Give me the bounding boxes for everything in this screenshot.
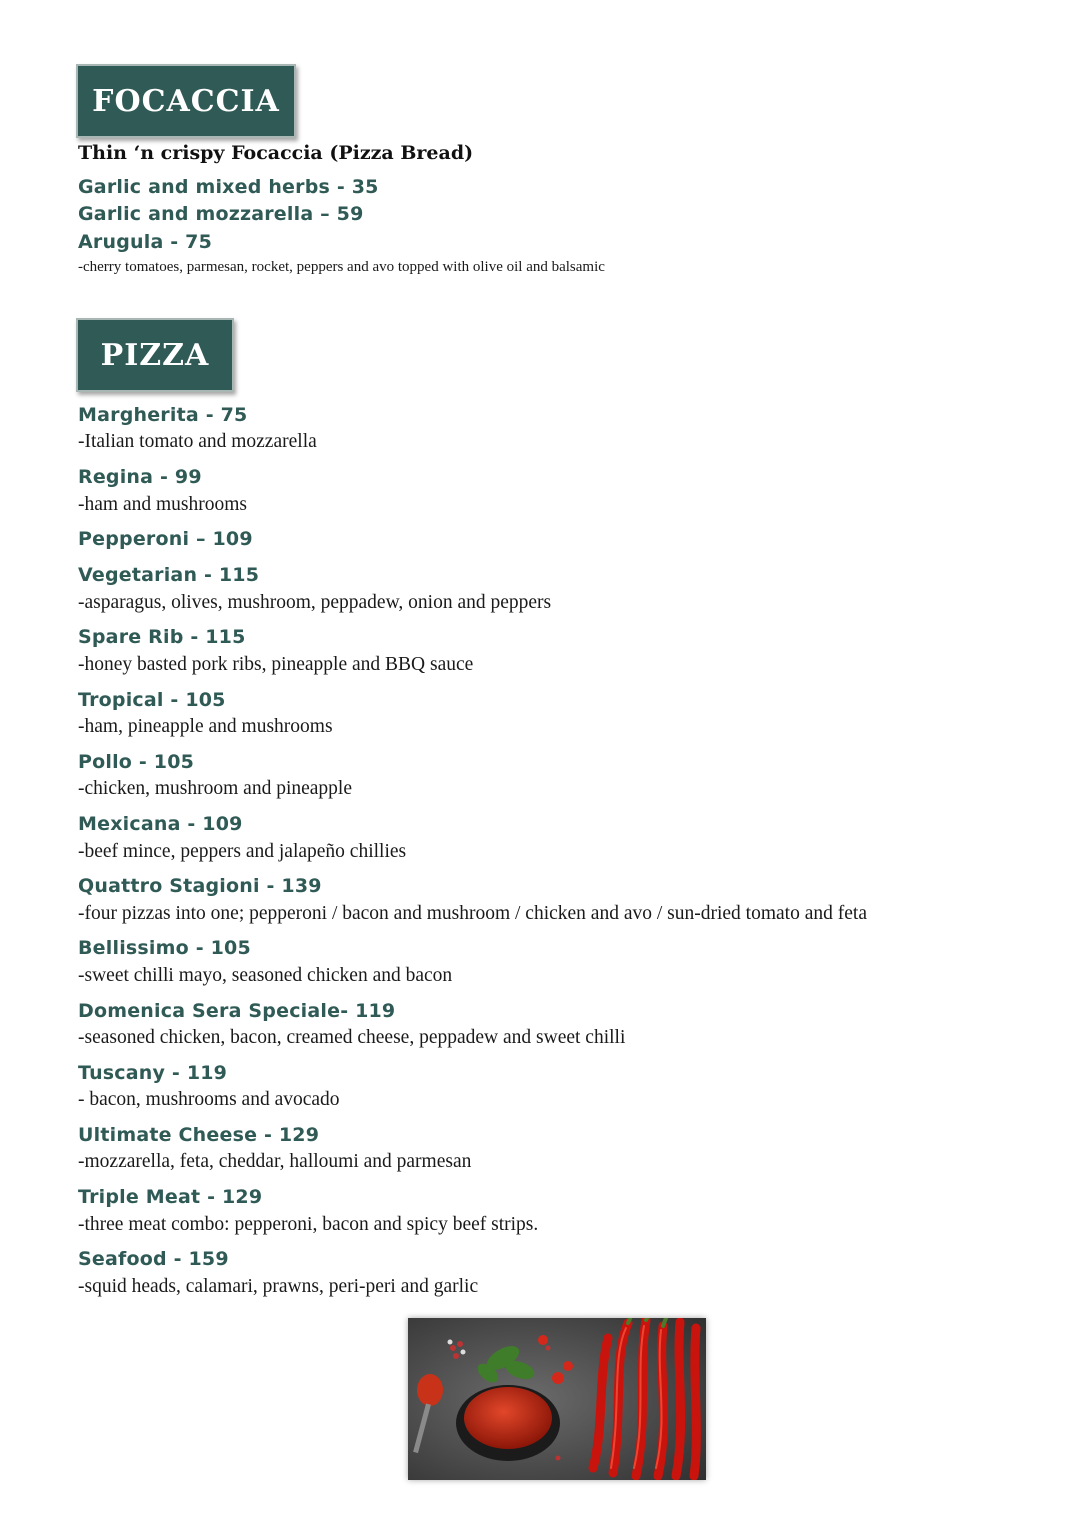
menu-item-name: Mexicana - 109 bbox=[78, 813, 243, 835]
menu-item-name: Margherita - 75 bbox=[78, 404, 248, 426]
menu-item-description: -ham and mushrooms bbox=[78, 494, 247, 515]
menu-item-name: Ultimate Cheese - 129 bbox=[78, 1124, 320, 1146]
menu-item-name: Garlic and mozzarella – 59 bbox=[78, 203, 364, 225]
menu-item-name: Pepperoni – 109 bbox=[78, 528, 253, 550]
menu-item-description: -four pizzas into one; pepperoni / bacon and mushroom / chicken and avo / sun-dried tomato and feta bbox=[78, 903, 867, 924]
pizza-heading: PIZZA bbox=[76, 318, 234, 392]
focaccia-subtitle: Thin ‘n crispy Focaccia (Pizza Bread) bbox=[78, 142, 474, 164]
menu-item-name: Garlic and mixed herbs - 35 bbox=[78, 176, 379, 198]
menu-item-description: -mozzarella, feta, cheddar, halloumi and parmesan bbox=[78, 1151, 472, 1172]
menu-item-description: -squid heads, calamari, prawns, peri-peri and garlic bbox=[78, 1276, 479, 1297]
menu-item-name: Spare Rib - 115 bbox=[78, 626, 246, 648]
menu-item-description: -three meat combo: pepperoni, bacon and spicy beef strips. bbox=[78, 1214, 539, 1235]
menu-item-name: Vegetarian - 115 bbox=[78, 564, 260, 586]
menu-item-description: -Italian tomato and mozzarella bbox=[78, 431, 317, 452]
menu-item-name: Domenica Sera Speciale- 119 bbox=[78, 1000, 396, 1022]
focaccia-heading: FOCACCIA bbox=[76, 64, 296, 138]
menu-item-description: -beef mince, peppers and jalapeño chillies bbox=[78, 841, 407, 862]
menu-item-description: -sweet chilli mayo, seasoned chicken and bacon bbox=[78, 965, 453, 986]
menu-item-description: -seasoned chicken, bacon, creamed cheese, peppadew and sweet chilli bbox=[78, 1027, 626, 1048]
menu-item-description: -asparagus, olives, mushroom, peppadew, onion and peppers bbox=[78, 592, 552, 613]
menu-item-name: Quattro Stagioni - 139 bbox=[78, 875, 322, 897]
menu-item-name: Arugula - 75 bbox=[78, 231, 213, 253]
menu-item-name: Tropical - 105 bbox=[78, 689, 226, 711]
menu-item-description: -cherry tomatoes, parmesan, rocket, peppers and avo topped with olive oil and balsamic bbox=[78, 259, 605, 275]
menu-item-description: - bacon, mushrooms and avocado bbox=[78, 1089, 340, 1110]
menu-item-description: -chicken, mushroom and pineapple bbox=[78, 778, 352, 799]
menu-item-name: Regina - 99 bbox=[78, 466, 202, 488]
menu-item-description: -ham, pineapple and mushrooms bbox=[78, 716, 333, 737]
menu-item-name: Tuscany - 119 bbox=[78, 1062, 228, 1084]
menu-item-name: Seafood - 159 bbox=[78, 1248, 229, 1270]
menu-item-name: Triple Meat - 129 bbox=[78, 1186, 263, 1208]
menu-item-description: -honey basted pork ribs, pineapple and BBQ sauce bbox=[78, 654, 474, 675]
chilli-sauce-image bbox=[408, 1318, 706, 1480]
menu-item-name: Bellissimo - 105 bbox=[78, 937, 251, 959]
menu-item-name: Pollo - 105 bbox=[78, 751, 195, 773]
